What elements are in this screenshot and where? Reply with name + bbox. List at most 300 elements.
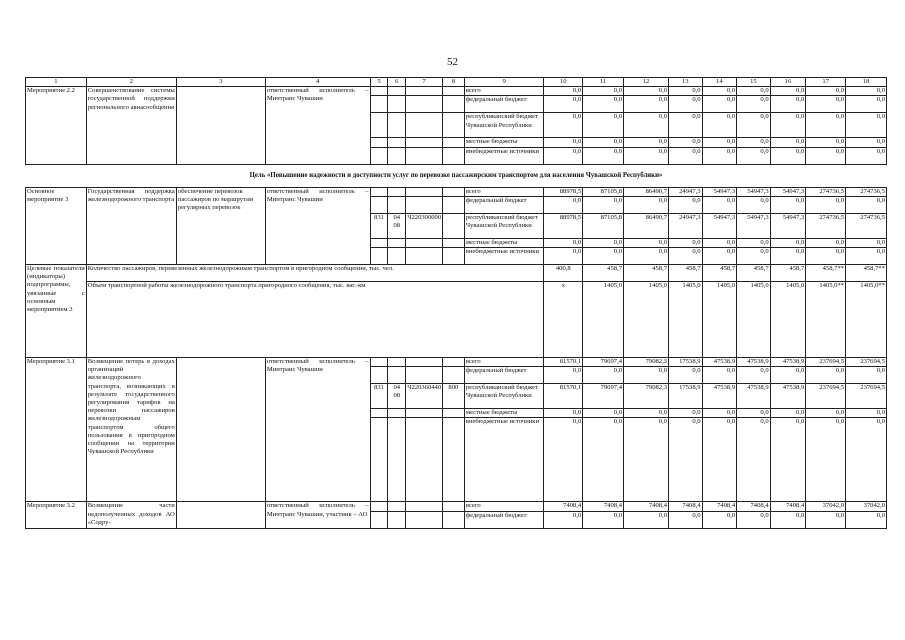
budget-code-cell bbox=[442, 418, 464, 502]
amount-value: 0,0 bbox=[669, 367, 703, 384]
amount-value: 0,0 bbox=[770, 248, 806, 265]
funding-source: федеральный бюджет bbox=[464, 196, 544, 213]
amount-value: 0,0 bbox=[669, 147, 703, 164]
budget-code-cell bbox=[406, 196, 443, 213]
amount-value: 0,0 bbox=[583, 409, 624, 418]
budget-code-cell bbox=[388, 358, 406, 367]
measure-title: Совершенствование системы государственной поддержки регионального авиасообщения bbox=[86, 87, 176, 164]
amount-value: 0,0 bbox=[737, 138, 771, 147]
section-code: 04 08 bbox=[388, 384, 406, 409]
funding-source: внебюджетные источники bbox=[464, 418, 544, 502]
budget-code-cell bbox=[370, 511, 388, 528]
amount-value: 7408,4 bbox=[770, 502, 806, 511]
target-article-code: Ч220300000 bbox=[406, 213, 443, 238]
budget-code-cell bbox=[442, 196, 464, 213]
measure-title: Возмещение части недополученных доходов АО «Содру- bbox=[86, 502, 176, 528]
budget-code-cell bbox=[442, 358, 464, 367]
amount-value: 0,0 bbox=[702, 87, 737, 96]
budget-code-cell bbox=[442, 238, 464, 247]
column-number-header: 11 bbox=[583, 78, 624, 87]
indicator-name: Объем транспортной работы железнодорожного транспорта пригородного сообщения, тыс. ваг.-км bbox=[86, 282, 544, 358]
amount-value: 79697,4 bbox=[583, 384, 624, 409]
amount-value: 0,0 bbox=[737, 367, 771, 384]
budget-code-cell bbox=[406, 511, 443, 528]
budget-code-cell bbox=[370, 138, 388, 147]
measure-goal: обеспечение перевозок пассажиров по маршрутам регулярных перевозок bbox=[176, 187, 265, 264]
amount-value: 0,0 bbox=[544, 138, 583, 147]
indicator-value: 458,7 bbox=[770, 265, 806, 282]
column-number-header: 13 bbox=[669, 78, 703, 87]
amount-value: 24947,3 bbox=[669, 187, 703, 196]
amount-value: 0,0 bbox=[669, 113, 703, 138]
m32-row-1 bbox=[26, 502, 887, 511]
column-number-header: 1 bbox=[26, 78, 87, 87]
budget-code-cell bbox=[442, 96, 464, 113]
amount-value: 0,0 bbox=[806, 147, 846, 164]
measure-title: Возмещение потерь в доходах организаций железнодорожного транспорта, возникающих в результате государственного регулирования тарифов на перевозки пассажиров железнодорожным транспортом общего пользования в пригородном сообщении на территории Чувашской Республики bbox=[86, 358, 176, 502]
budget-code-cell bbox=[388, 409, 406, 418]
amount-value: 0,0 bbox=[846, 96, 887, 113]
amount-value: 0,0 bbox=[806, 196, 846, 213]
indicator-value: 458,7 bbox=[669, 265, 703, 282]
amount-value: 47538,9 bbox=[702, 358, 737, 367]
measure-code: Мероприятие 3.1 bbox=[26, 358, 87, 502]
budget-code-cell bbox=[388, 87, 406, 96]
amount-value: 237694,5 bbox=[846, 384, 887, 409]
amount-value: 0,0 bbox=[624, 409, 669, 418]
measure-code: Мероприятие 3.2 bbox=[26, 502, 87, 528]
gryps-code: 831 bbox=[370, 384, 388, 409]
amount-value: 7408,4 bbox=[544, 502, 583, 511]
page-number: 52 bbox=[447, 56, 458, 68]
column-number-header: 2 bbox=[86, 78, 176, 87]
amount-value: 0,0 bbox=[806, 96, 846, 113]
amount-value: 47538,9 bbox=[702, 384, 737, 409]
amount-value: 0,0 bbox=[544, 511, 583, 528]
amount-value: 0,0 bbox=[624, 87, 669, 96]
amount-value: 79082,3 bbox=[624, 358, 669, 367]
amount-value: 54947,3 bbox=[702, 213, 737, 238]
column-number-header: 9 bbox=[464, 78, 544, 87]
column-number-header: 10 bbox=[544, 78, 583, 87]
budget-code-cell bbox=[370, 409, 388, 418]
budget-code-cell bbox=[388, 367, 406, 384]
indicator-value: 458,7 bbox=[702, 265, 737, 282]
amount-value: 0,0 bbox=[737, 238, 771, 247]
amount-value: 24947,3 bbox=[669, 213, 703, 238]
indicator-value: 400,8 bbox=[544, 265, 583, 282]
amount-value: 0,0 bbox=[583, 248, 624, 265]
budget-code-cell bbox=[442, 248, 464, 265]
measure-goal bbox=[176, 358, 265, 502]
column-number-header: 15 bbox=[737, 78, 771, 87]
amount-value: 0,0 bbox=[702, 238, 737, 247]
amount-value: 0,0 bbox=[770, 409, 806, 418]
budget-code-cell bbox=[370, 238, 388, 247]
amount-value: 0,0 bbox=[737, 511, 771, 528]
amount-value: 0,0 bbox=[624, 147, 669, 164]
table-body bbox=[26, 78, 887, 529]
column-number-header: 16 bbox=[770, 78, 806, 87]
amount-value: 47538,9 bbox=[737, 384, 771, 409]
measure-executor: ответственный исполнитель – Минтранс Чувашии bbox=[265, 87, 370, 164]
budget-code-cell bbox=[406, 96, 443, 113]
amount-value: 54947,3 bbox=[737, 213, 771, 238]
column-number-header: 5 bbox=[370, 78, 388, 87]
amount-value: 0,0 bbox=[846, 511, 887, 528]
amount-value: 0,0 bbox=[737, 248, 771, 265]
amount-value: 7408,4 bbox=[583, 502, 624, 511]
funding-source: всего bbox=[464, 502, 544, 511]
section-code: 04 08 bbox=[388, 213, 406, 238]
amount-value: 0,0 bbox=[669, 511, 703, 528]
amount-value: 0,0 bbox=[669, 196, 703, 213]
amount-value: 0,0 bbox=[702, 147, 737, 164]
goal-row bbox=[26, 164, 887, 187]
budget-code-cell bbox=[406, 502, 443, 511]
amount-value: 0,0 bbox=[669, 409, 703, 418]
amount-value: 0,0 bbox=[624, 238, 669, 247]
amount-value: 0,0 bbox=[544, 196, 583, 213]
amount-value: 79082,3 bbox=[624, 384, 669, 409]
budget-code-cell bbox=[406, 418, 443, 502]
amount-value: 0,0 bbox=[806, 418, 846, 502]
column-number-header: 14 bbox=[702, 78, 737, 87]
amount-value: 37042,0 bbox=[846, 502, 887, 511]
amount-value: 0,0 bbox=[624, 248, 669, 265]
amount-value: 0,0 bbox=[770, 87, 806, 96]
budget-code-cell bbox=[370, 367, 388, 384]
amount-value: 0,0 bbox=[770, 511, 806, 528]
measure-executor: ответственный исполнитель – Минтранс Чувашии, участник – АО bbox=[265, 502, 370, 528]
amount-value: 0,0 bbox=[846, 248, 887, 265]
indicator-name: Количество пассажиров, перевезенных железнодорожным транспортом в пригородном сообщении, тыс. чел. bbox=[86, 265, 544, 282]
amount-value: 88978,5 bbox=[544, 187, 583, 196]
m22-row-1 bbox=[26, 87, 887, 96]
budget-code-cell bbox=[370, 418, 388, 502]
amount-value: 0,0 bbox=[702, 418, 737, 502]
amount-value: 0,0 bbox=[846, 87, 887, 96]
funding-source: федеральный бюджет bbox=[464, 367, 544, 384]
amount-value: 0,0 bbox=[770, 96, 806, 113]
amount-value: 0,0 bbox=[583, 418, 624, 502]
indicator-value: 1405,0 bbox=[583, 282, 624, 358]
amount-value: 0,0 bbox=[624, 113, 669, 138]
budget-code-cell bbox=[370, 502, 388, 511]
amount-value: 0,0 bbox=[846, 238, 887, 247]
amount-value: 0,0 bbox=[737, 196, 771, 213]
budget-code-cell bbox=[370, 196, 388, 213]
amount-value: 54947,3 bbox=[737, 187, 771, 196]
indicator-value: 1405,0** bbox=[846, 282, 887, 358]
amount-value: 0,0 bbox=[806, 511, 846, 528]
amount-value: 87105,8 bbox=[583, 213, 624, 238]
amount-value: 0,0 bbox=[702, 511, 737, 528]
amount-value: 0,0 bbox=[806, 367, 846, 384]
amount-value: 0,0 bbox=[669, 87, 703, 96]
amount-value: 0,0 bbox=[583, 113, 624, 138]
funding-source: внебюджетные источники bbox=[464, 147, 544, 164]
budget-code-cell bbox=[388, 248, 406, 265]
column-number-header: 12 bbox=[624, 78, 669, 87]
budget-code-cell bbox=[442, 187, 464, 196]
amount-value: 0,0 bbox=[583, 138, 624, 147]
amount-value: 7408,4 bbox=[702, 502, 737, 511]
amount-value: 0,0 bbox=[846, 367, 887, 384]
amount-value: 17538,9 bbox=[669, 384, 703, 409]
amount-value: 0,0 bbox=[737, 113, 771, 138]
budget-code-cell bbox=[388, 238, 406, 247]
indicator-row-1 bbox=[26, 265, 887, 282]
budget-code-cell bbox=[406, 409, 443, 418]
amount-value: 81570,1 bbox=[544, 384, 583, 409]
measure-goal bbox=[176, 502, 265, 528]
funding-source: республиканский бюджет Чувашской Республики bbox=[464, 213, 544, 238]
amount-value: 237694,5 bbox=[846, 358, 887, 367]
indicator-value: 458,7 bbox=[583, 265, 624, 282]
amount-value: 274736,5 bbox=[846, 213, 887, 238]
amount-value: 0,0 bbox=[806, 138, 846, 147]
amount-value: 0,0 bbox=[544, 113, 583, 138]
target-article-code: Ч220360440 bbox=[406, 384, 443, 409]
amount-value: 0,0 bbox=[806, 87, 846, 96]
budget-code-cell bbox=[406, 358, 443, 367]
amount-value: 47538,9 bbox=[737, 358, 771, 367]
amount-value: 0,0 bbox=[669, 418, 703, 502]
amount-value: 0,0 bbox=[770, 238, 806, 247]
budget-code-cell bbox=[370, 147, 388, 164]
goal-title: Цель «Повышение надежности и доступности услуг по перевозке пассажирским транспортом для населения Чувашской Республики» bbox=[26, 164, 887, 187]
amount-value: 17538,9 bbox=[669, 358, 703, 367]
indicators-label: Целевые показатели (индикаторы) подпрограммы, увязанные с основным мероприятием 3 bbox=[26, 265, 87, 358]
measure-executor: ответственный исполнитель – Минтранс Чувашии bbox=[265, 187, 370, 264]
measure-code: Мероприятие 2.2 bbox=[26, 87, 87, 164]
budget-code-cell bbox=[388, 502, 406, 511]
budget-code-cell bbox=[388, 511, 406, 528]
amount-value: 0,0 bbox=[583, 96, 624, 113]
amount-value: 0,0 bbox=[583, 87, 624, 96]
indicator-value: 1405,0 bbox=[669, 282, 703, 358]
amount-value: 274736,5 bbox=[806, 213, 846, 238]
amount-value: 0,0 bbox=[737, 409, 771, 418]
amount-value: 237694,5 bbox=[806, 358, 846, 367]
indicator-value: х bbox=[544, 282, 583, 358]
amount-value: 0,0 bbox=[544, 418, 583, 502]
amount-value: 0,0 bbox=[846, 196, 887, 213]
budget-code-cell bbox=[442, 147, 464, 164]
amount-value: 88978,5 bbox=[544, 213, 583, 238]
amount-value: 0,0 bbox=[583, 147, 624, 164]
funding-source: республиканский бюджет Чувашской Республики bbox=[464, 113, 544, 138]
amount-value: 0,0 bbox=[770, 138, 806, 147]
amount-value: 0,0 bbox=[669, 248, 703, 265]
amount-value: 0,0 bbox=[770, 418, 806, 502]
m31-row-1 bbox=[26, 358, 887, 367]
amount-value: 0,0 bbox=[806, 113, 846, 138]
amount-value: 0,0 bbox=[702, 248, 737, 265]
budget-code-cell bbox=[388, 138, 406, 147]
budget-code-cell bbox=[406, 87, 443, 96]
column-number-header: 8 bbox=[442, 78, 464, 87]
amount-value: 0,0 bbox=[806, 238, 846, 247]
budget-code-cell bbox=[388, 96, 406, 113]
amount-value: 47538,9 bbox=[770, 358, 806, 367]
budget-code-cell bbox=[388, 113, 406, 138]
amount-value: 54947,3 bbox=[702, 187, 737, 196]
budget-code-cell bbox=[388, 418, 406, 502]
measure-title: Государственная поддержка железнодорожного транспорта bbox=[86, 187, 176, 264]
amount-value: 0,0 bbox=[846, 409, 887, 418]
amount-value: 87105,8 bbox=[583, 187, 624, 196]
amount-value: 0,0 bbox=[583, 367, 624, 384]
amount-value: 0,0 bbox=[702, 96, 737, 113]
funding-source: республиканский бюджет Чувашской Республики bbox=[464, 384, 544, 409]
amount-value: 0,0 bbox=[669, 138, 703, 147]
budget-code-cell bbox=[388, 147, 406, 164]
indicator-value: 1405,0 bbox=[770, 282, 806, 358]
indicator-row-2 bbox=[26, 282, 887, 358]
amount-value: 47538,9 bbox=[770, 384, 806, 409]
funding-source: всего bbox=[464, 187, 544, 196]
funding-source: федеральный бюджет bbox=[464, 96, 544, 113]
budget-code-cell bbox=[370, 248, 388, 265]
indicator-value: 1405,0 bbox=[737, 282, 771, 358]
budget-code-cell bbox=[442, 511, 464, 528]
indicator-value: 1405,0 bbox=[624, 282, 669, 358]
amount-value: 0,0 bbox=[583, 511, 624, 528]
amount-value: 54947,3 bbox=[770, 213, 806, 238]
budget-code-cell bbox=[406, 367, 443, 384]
expense-type-code: 800 bbox=[442, 384, 464, 409]
indicator-value: 458,7 bbox=[737, 265, 771, 282]
column-numbers-row bbox=[26, 78, 887, 87]
amount-value: 274736,5 bbox=[846, 187, 887, 196]
funding-source: всего bbox=[464, 358, 544, 367]
funding-source: всего bbox=[464, 87, 544, 96]
program-table bbox=[25, 77, 887, 529]
amount-value: 0,0 bbox=[702, 367, 737, 384]
amount-value: 0,0 bbox=[737, 418, 771, 502]
funding-source: федеральный бюджет bbox=[464, 511, 544, 528]
budget-code-cell bbox=[406, 238, 443, 247]
amount-value: 0,0 bbox=[624, 511, 669, 528]
indicator-value: 458,7 bbox=[624, 265, 669, 282]
amount-value: 0,0 bbox=[770, 113, 806, 138]
budget-code-cell bbox=[388, 196, 406, 213]
budget-code-cell bbox=[406, 147, 443, 164]
amount-value: 0,0 bbox=[702, 113, 737, 138]
amount-value: 274736,5 bbox=[806, 187, 846, 196]
budget-code-cell bbox=[388, 187, 406, 196]
budget-code-cell bbox=[406, 187, 443, 196]
amount-value: 79697,4 bbox=[583, 358, 624, 367]
budget-code-cell bbox=[370, 113, 388, 138]
measure-code: Основное мероприятие 3 bbox=[26, 187, 87, 264]
amount-value: 0,0 bbox=[583, 238, 624, 247]
amount-value: 86490,7 bbox=[624, 187, 669, 196]
amount-value: 0,0 bbox=[624, 367, 669, 384]
budget-code-cell bbox=[370, 358, 388, 367]
column-number-header: 6 bbox=[388, 78, 406, 87]
amount-value: 0,0 bbox=[669, 238, 703, 247]
funding-source: местные бюджеты bbox=[464, 409, 544, 418]
budget-code-cell bbox=[406, 138, 443, 147]
amount-value: 0,0 bbox=[770, 196, 806, 213]
expense-type-code bbox=[442, 213, 464, 238]
amount-value: 0,0 bbox=[846, 138, 887, 147]
amount-value: 0,0 bbox=[544, 367, 583, 384]
budget-code-cell bbox=[442, 113, 464, 138]
gryps-code: 831 bbox=[370, 213, 388, 238]
amount-value: 0,0 bbox=[737, 96, 771, 113]
budget-code-cell bbox=[370, 87, 388, 96]
budget-code-cell bbox=[442, 367, 464, 384]
indicator-value: 458,7** bbox=[806, 265, 846, 282]
amount-value: 0,0 bbox=[624, 418, 669, 502]
amount-value: 0,0 bbox=[702, 409, 737, 418]
amount-value: 0,0 bbox=[737, 87, 771, 96]
amount-value: 0,0 bbox=[669, 96, 703, 113]
budget-code-cell bbox=[370, 96, 388, 113]
funding-source: внебюджетные источники bbox=[464, 248, 544, 265]
budget-code-cell bbox=[442, 502, 464, 511]
funding-source: местные бюджеты bbox=[464, 138, 544, 147]
amount-value: 0,0 bbox=[737, 147, 771, 164]
amount-value: 0,0 bbox=[544, 238, 583, 247]
amount-value: 0,0 bbox=[806, 248, 846, 265]
amount-value: 7408,4 bbox=[669, 502, 703, 511]
amount-value: 0,0 bbox=[544, 87, 583, 96]
amount-value: 86490,7 bbox=[624, 213, 669, 238]
amount-value: 0,0 bbox=[544, 96, 583, 113]
measure-goal bbox=[176, 87, 265, 164]
column-number-header: 18 bbox=[846, 78, 887, 87]
amount-value: 237694,5 bbox=[806, 384, 846, 409]
amount-value: 0,0 bbox=[624, 138, 669, 147]
column-number-header: 17 bbox=[806, 78, 846, 87]
budget-code-cell bbox=[406, 113, 443, 138]
indicator-value: 1405,0** bbox=[806, 282, 846, 358]
amount-value: 0,0 bbox=[846, 418, 887, 502]
amount-value: 0,0 bbox=[846, 147, 887, 164]
budget-code-cell bbox=[442, 87, 464, 96]
indicator-value: 1405,0 bbox=[702, 282, 737, 358]
amount-value: 0,0 bbox=[624, 196, 669, 213]
column-number-header: 7 bbox=[406, 78, 443, 87]
amount-value: 81570,1 bbox=[544, 358, 583, 367]
amount-value: 0,0 bbox=[702, 138, 737, 147]
measure-executor: ответственный исполнитель – Минтранс Чувашии bbox=[265, 358, 370, 502]
amount-value: 0,0 bbox=[583, 196, 624, 213]
amount-value: 7408,4 bbox=[624, 502, 669, 511]
indicator-value: 458,7** bbox=[846, 265, 887, 282]
column-number-header: 3 bbox=[176, 78, 265, 87]
amount-value: 0,0 bbox=[770, 367, 806, 384]
amount-value: 0,0 bbox=[544, 409, 583, 418]
budget-code-cell bbox=[442, 409, 464, 418]
amount-value: 0,0 bbox=[846, 113, 887, 138]
amount-value: 0,0 bbox=[770, 147, 806, 164]
amount-value: 0,0 bbox=[702, 196, 737, 213]
budget-code-cell bbox=[442, 138, 464, 147]
om3-row-1 bbox=[26, 187, 887, 196]
column-number-header: 4 bbox=[265, 78, 370, 87]
amount-value: 37042,0 bbox=[806, 502, 846, 511]
amount-value: 0,0 bbox=[624, 96, 669, 113]
amount-value: 0,0 bbox=[806, 409, 846, 418]
amount-value: 54947,3 bbox=[770, 187, 806, 196]
amount-value: 0,0 bbox=[544, 248, 583, 265]
